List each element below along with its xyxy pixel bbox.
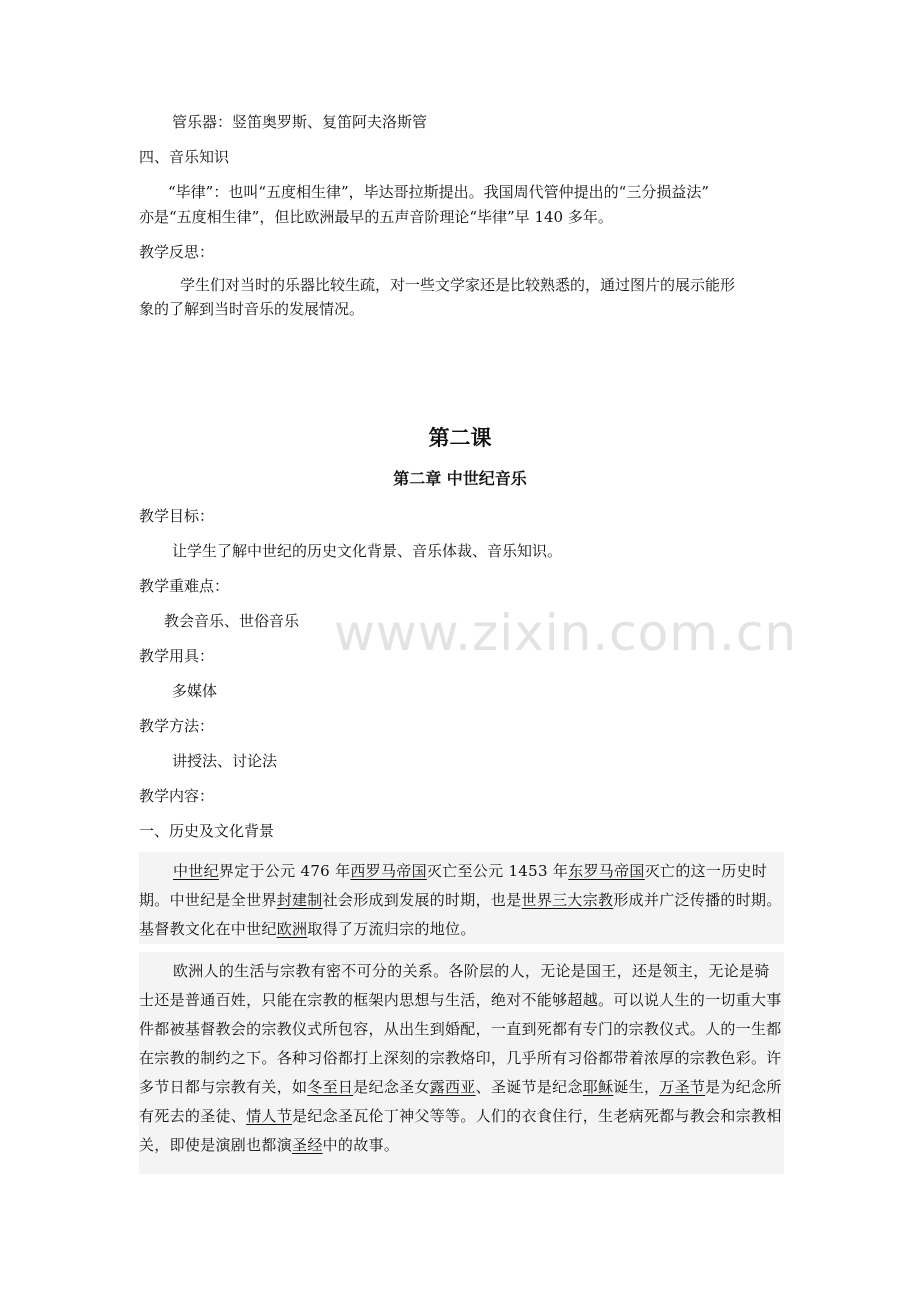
link-eastern-roman-empire[interactable]: 东罗马帝国 [568, 862, 645, 880]
para2-text-1: 欧洲人的生活与宗教有密不可分的关系。各阶层的人，无论是国王，还是领主，无论是骑士还是普通百姓，只能在宗教的框架内思想与生活，绝对不能够超越。可以说人生的一切重大事件都被基督教会的宗教仪式所包容，从出生到婚配，一直到死都有专门的宗教仪式。人的一生都在宗教的制约之下。各种习俗都打上深刻的宗教烙印，几乎所有习俗都带着浓厚的宗教色彩。许多节日都与宗教有关，如 [139, 962, 782, 1096]
para1-text-4: 灭亡至公元 1453 年 [426, 862, 569, 880]
link-winter-solstice[interactable]: 冬至日 [307, 1078, 354, 1096]
goal-text: 让学生了解中世纪的历史文化背景、音乐体裁、音乐知识。 [172, 542, 563, 560]
content-label: 教学内容： [139, 787, 215, 805]
instruments-line: 管乐器：竖笛奥罗斯、复笛阿夫洛斯管 [172, 113, 428, 131]
section-1-heading: 一、历史及文化背景 [139, 822, 275, 840]
goal-label: 教学目标： [139, 507, 215, 525]
section-4-heading: 四、音乐知识 [139, 148, 230, 166]
para2-text-11: 是纪念圣瓦伦丁神父等等。人们的衣食住行，生老病死都与教会和宗教相关，即使是演剧也都演 [139, 1107, 782, 1154]
lu-paragraph-line-1: “毕律”：也叫“五度相生律”，毕达哥拉斯提出。我国周代管仲提出的“三分损益法” [168, 183, 710, 201]
link-middle-ages[interactable]: 中世纪 [173, 862, 219, 880]
link-jesus[interactable]: 耶稣 [582, 1078, 614, 1096]
link-europe[interactable]: 欧洲 [276, 920, 308, 938]
para1-text-12: 取得了万流归宗的地位。 [307, 920, 476, 938]
para2-text-7: 诞生， [613, 1078, 660, 1096]
link-valentines-day[interactable]: 情人节 [246, 1107, 293, 1125]
chapter-title: 第二章 中世纪音乐 [393, 469, 527, 488]
link-lucia[interactable]: 露西亚 [429, 1078, 476, 1096]
lesson-title: 第二课 [428, 425, 492, 450]
reflection-line-2: 象的了解到当时音乐的发展情况。 [139, 300, 365, 318]
para1-text-8: 社会形成到发展的时期，也是 [322, 891, 522, 909]
para2-text-13: 中的故事。 [322, 1136, 400, 1154]
link-all-saints-day[interactable]: 万圣节 [659, 1078, 706, 1096]
link-feudalism[interactable]: 封建制 [276, 891, 323, 909]
tools-label: 教学用具： [139, 647, 215, 665]
method-label: 教学方法： [139, 717, 215, 735]
para2-text-5: 、圣诞节是纪念 [475, 1078, 583, 1096]
para1-text-6: 灭亡的这一历史时期。中世纪是全世界 [139, 862, 768, 909]
reflection-line-1: 学生们对当时的乐器比较生疏，对一些文学家还是比较熟悉的，通过图片的展示能形 [180, 276, 736, 294]
para2-text-9: 是为纪念所有死去的圣徒、 [139, 1078, 782, 1125]
link-bible[interactable]: 圣经 [292, 1136, 323, 1154]
paragraph-1 [139, 857, 784, 944]
key-points-text: 教会音乐、世俗音乐 [164, 612, 300, 630]
link-three-world-religions[interactable]: 世界三大宗教 [521, 891, 614, 909]
para1-text-10: 形成并广泛传播的时期。基督教文化在中世纪 [139, 891, 782, 938]
lu-paragraph-line-2: 亦是“五度相生律”，但比欧洲最早的五声音阶理论“毕律”早 140 多年。 [139, 208, 613, 226]
tools-text: 多媒体 [172, 682, 218, 700]
reflection-label: 教学反思： [139, 243, 215, 261]
method-text: 讲授法、讨论法 [172, 752, 278, 770]
paragraph-2 [139, 957, 784, 1160]
para2-text-3: 是纪念圣女 [353, 1078, 430, 1096]
key-points-label: 教学重难点： [139, 577, 230, 595]
para1-text-2: 界定于公元 476 年 [218, 862, 351, 880]
watermark: www.zixin.com.cn [334, 604, 798, 662]
link-western-roman-empire[interactable]: 西罗马帝国 [350, 862, 427, 880]
